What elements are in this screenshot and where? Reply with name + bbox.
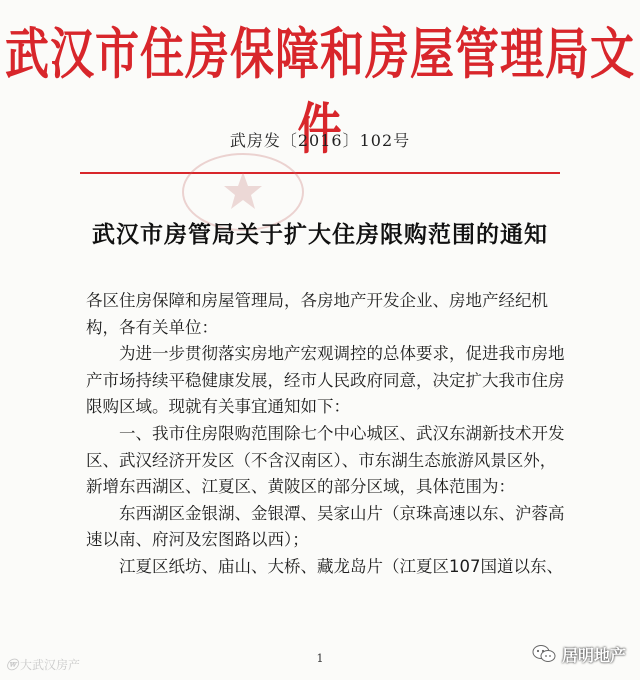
wechat-watermark-text: 居明地产 — [561, 645, 626, 665]
body-paragraph: 江夏区纸坊、庙山、大桥、藏龙岛片（江夏区107国道以东、 — [119, 556, 563, 576]
weibo-watermark — [6, 656, 80, 673]
page-number: 1 — [316, 652, 324, 665]
body-paragraph: 一、我市住房限购范围除七个中心城区、武汉东湖新技术开发区、武汉经济开发区（不含汉南区）、市东湖生态旅游风景区外，新增东西湖区、江夏区、黄陂区的部分区域，具体范围为： — [86, 423, 565, 497]
document-number: 武房发〔2016〕102号 — [229, 131, 411, 150]
weibo-watermark-text: 大武汉房产 — [20, 658, 81, 672]
wechat-icon — [532, 644, 556, 664]
notice-body — [86, 288, 566, 581]
wechat-watermark — [532, 640, 626, 668]
addressee-line: 各区住房保障和房屋管理局，各房地产开发企业、房地产经纪机 — [86, 291, 548, 310]
issuing-authority-header: 武汉市住房保障和房屋管理局文件 — [5, 23, 635, 162]
weibo-icon: ⓦ — [6, 658, 19, 672]
addressee-line: 构，各有关单位： — [86, 317, 218, 337]
body-paragraph: 为进一步贯彻落实房地产宏观调控的总体要求，促进我市房地产市场持续平稳健康发展，经市人民政府同意，决定扩大我市住房限购区域。现就有关事宜通知如下： — [86, 344, 565, 417]
notice-title: 武汉市房管局关于扩大住房限购范围的通知 — [92, 222, 548, 248]
body-paragraph: 东西湖区金银湖、金银潭、吴家山片（京珠高速以东、沪蓉高速以南、府河及宏图路以西）； — [86, 503, 565, 550]
red-divider-line — [80, 172, 560, 174]
